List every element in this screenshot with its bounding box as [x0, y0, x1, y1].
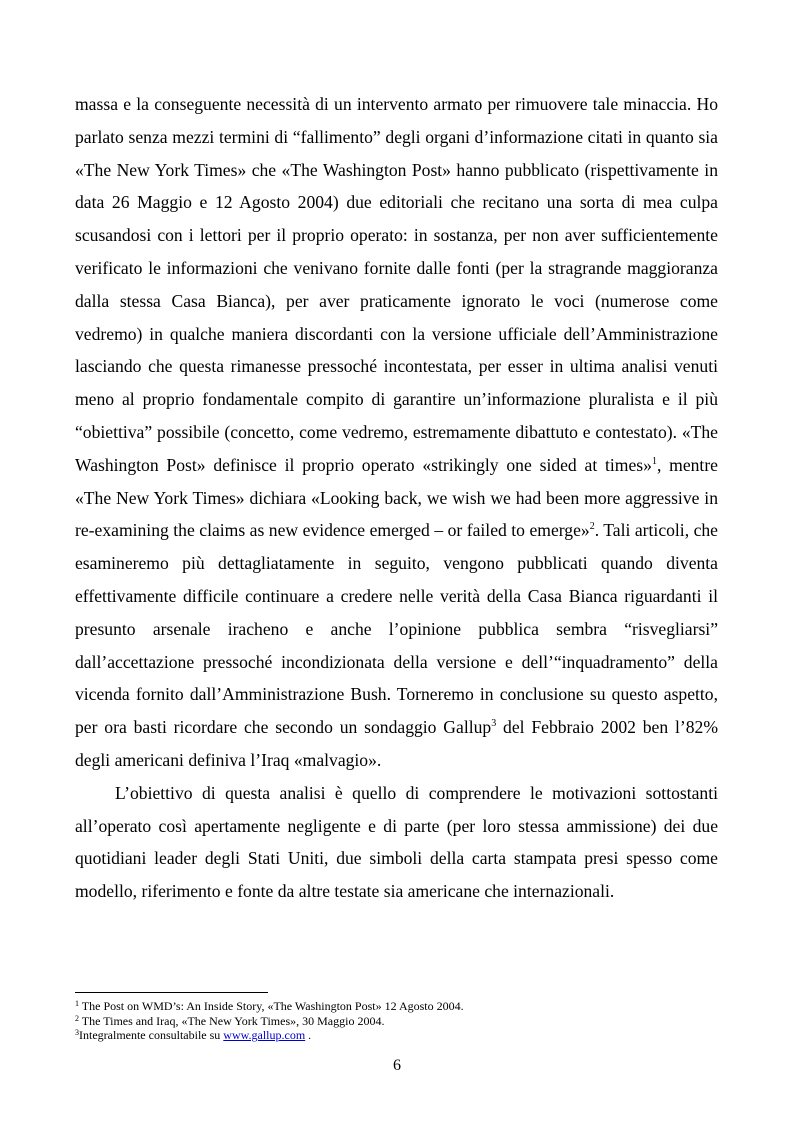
footnote-ref-1[interactable]: 1	[651, 455, 657, 467]
footnote-number-3: 3	[75, 1028, 79, 1037]
footnotes	[75, 999, 718, 1043]
paragraph-1-text-d: del Febbraio 2002 ben l’82% degli americani definiva l’Iraq «malvagio».	[75, 717, 718, 770]
paragraph-2: L’obiettivo di questa analisi è quello di comprendere le motivazioni sottostanti all’operato così apertamente negligente e di parte (per loro stessa ammissione) dei due quotidiani leader degli Stati Uniti, due simboli della carta stampata presi spesso come modello, riferimento e fonte da altre testate sia americane che internazionali.	[75, 782, 718, 902]
footnote-text-3-end: .	[305, 1028, 312, 1042]
footnote-separator	[75, 992, 268, 993]
paragraph-1-text-c: . Tali articoli, che esamineremo più dettagliatamente in seguito, vengono pubblicati quando diventa effettivamente difficile continuare a credere nelle verità della Casa Bianca riguardanti il presunto arsenale iracheno e anche l’opinione pubblica sembra “risvegliarsi” dall’accettazione pressoché incondizionata della versione e dell’“inquadramento” della vicenda fornito dall’Amministrazione Bush. Torneremo in conclusione su questo aspetto, per ora basti ricordare che secondo un sondaggio Gallup	[75, 520, 718, 738]
gallup-link[interactable]: www.gallup.com	[223, 1028, 306, 1042]
paragraph-1-text-b: , mentre «The New York Times» dichiara «Looking back, we wish we had been more aggressive in re-examining the claims as new evidence emerged – or failed to emerge»	[75, 454, 718, 541]
footnote-number-1: 1	[75, 999, 79, 1008]
footnote-ref-2[interactable]: 2	[589, 521, 595, 533]
page-number: 6	[393, 1057, 401, 1074]
footnote-text-3: Integralmente consultabile su	[79, 1028, 224, 1042]
body-text	[75, 88, 718, 908]
footnote-2	[75, 1014, 718, 1029]
footnote-number-2: 2	[75, 1013, 79, 1023]
footnote-text-2: The Times and Iraq, «The New York Times», 30 Maggio 2004.	[79, 1013, 385, 1028]
footnote-3	[75, 1028, 718, 1043]
paragraph-1	[75, 88, 718, 777]
footnote-text-1: The Post on WMD’s: An Inside Story, «The Washington Post» 12 Agosto 2004.	[79, 999, 464, 1013]
footnote-1	[75, 999, 718, 1014]
paragraph-1-text-a: massa e la conseguente necessità di un intervento armato per rimuovere tale minaccia. Ho parlato senza mezzi termini di “fallimento” degli organi d’informazione citati in quanto sia «The New York Times» che «The Washington Post» hanno pubblicato (rispettivamente in data 26 Maggio e 12 Agosto 2004) due editoriali che recitano una sorta di mea culpa scusandosi con i lettori per il proprio operato: in sostanza, per non aver sufficientemente verificato le informazioni che venivano fornite dalle fonti (per la stragrande maggioranza dalla stessa Casa Bianca), per aver praticamente ignorato le voci (numerose come vedremo) in qualche maniera discordanti con la versione ufficiale dell’Amministrazione lasciando che questa rimanesse pressoché incontestata, per esser in ultima analisi venuti meno al proprio fondamentale compito di garantire un’informazione pluralista e il più “obiettiva” possibile (concetto, come vedremo, estremamente dibattuto e contestato). «The Washington Post» definisce il proprio operato «strikingly one sided at times»	[75, 94, 718, 475]
footnote-ref-3[interactable]: 3	[491, 718, 497, 730]
